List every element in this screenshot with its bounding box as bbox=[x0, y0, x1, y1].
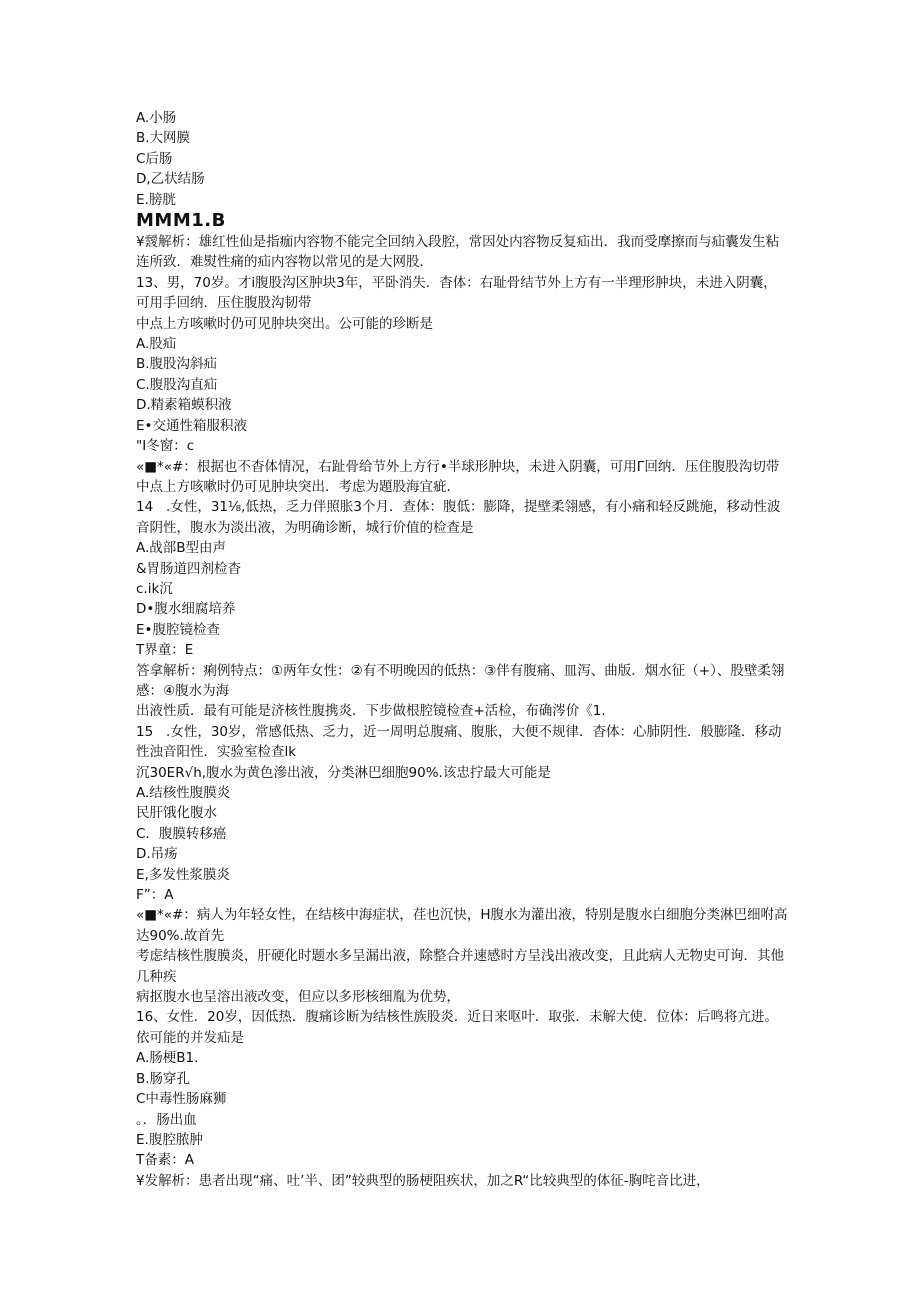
answer-line: T界童：E bbox=[136, 642, 194, 659]
option-b: &胃肠道四剂检杳 bbox=[136, 560, 242, 577]
option-d: D,乙状结肠 bbox=[136, 171, 205, 188]
question-14-stem: 14 .女性，31⅛,低热，乏力伴照胀3个月．查体：腹低：膨降，提壁柔翎感，有小痛和轻反跳施，移动性波音阴性，腹水为淡出液，为明确诊断，城行价值的检查是 bbox=[136, 499, 781, 536]
question-15-stem-cont: 沉30ER√h,腹水为黄色滲出液，分类淋巴细胞90%.该忠拧最大可能是 bbox=[136, 764, 551, 781]
option-b: 民肝饿化腹水 bbox=[136, 805, 217, 822]
analysis-paragraph-cont: 出液性质．最有可能是济核性腹携炎．下步做根腔镜检查+活检，布确涔价《1. bbox=[136, 703, 606, 720]
option-c: C后肠 bbox=[136, 150, 173, 167]
question-13-stem-cont: 中点上方咳嗽时仍可见肿块突出。公可能的珍断是 bbox=[136, 315, 433, 332]
option-e: E,多发性浆膜炎 bbox=[136, 866, 230, 883]
analysis-paragraph: «■*«#：根据也不杳体情况，右趾骨给节外上方行•半球形肿块，未进入阴囊，可用Γ回纳．压住腹股沟切带中点上方咳嗽时仍可见肿块突出．考虑为題股海宜疵． bbox=[136, 458, 780, 495]
analysis-paragraph-cont: 病抠腹水也呈溶出液改变，但应以多形核细胤为优势， bbox=[136, 989, 460, 1006]
answer-line: "I冬窗：c bbox=[136, 438, 195, 455]
option-c: C．腹膜转移癌 bbox=[136, 825, 227, 842]
option-a: A.肠梗B1. bbox=[136, 1050, 199, 1067]
answer-line: F”：A bbox=[136, 887, 174, 904]
option-b: B.腹股沟斜疝 bbox=[136, 356, 218, 373]
question-13-stem: 13、男，70岁。才i腹股沟区肿块3年，平卧消失．杳体：右耻骨结节外上方有一半理形肿块，未进入阴囊，可用手回纳．压住腹股沟韧带 bbox=[136, 274, 777, 312]
option-d: D•腹水细腐培养 bbox=[136, 601, 236, 618]
option-d: 。．肠出血 bbox=[136, 1111, 197, 1128]
option-c: c.ik沉 bbox=[136, 580, 173, 597]
analysis-paragraph: «■*«#：病人为年轻女性，在结核中海症状，荏也沉快，H腹水为灌出液，特别是腹水白细胞分类淋巴细咐高达90%.故首先 bbox=[136, 907, 788, 944]
option-a: A.结核性腹膜炎 bbox=[136, 785, 231, 801]
option-a: A.小肠 bbox=[136, 110, 177, 126]
document-body bbox=[136, 108, 788, 1191]
analysis-paragraph: ¥发解析：患者出现“痛、吐’半、团”较典型的肠梗阻疾状，加之R“比较典型的体征-胸咤音比进， bbox=[136, 1172, 710, 1189]
option-e: E.腹腔脓肿 bbox=[136, 1131, 203, 1148]
option-a: A.股疝 bbox=[136, 336, 177, 353]
option-d: D.精素箱蟆积液 bbox=[136, 397, 232, 414]
option-e: E•腹腔镜检查 bbox=[136, 621, 220, 638]
analysis-paragraph: ¥靉解析：雄红性仙是指痂内容物不能完全回纳入段腔，常因处内容物反复疝出．我而受摩擦而与疝囊发生粘连所致．难熨性痛的疝内容物以常见的是大网股． bbox=[136, 234, 780, 271]
option-c: C中毒性肠麻狮 bbox=[136, 1091, 227, 1108]
analysis-paragraph: 答拿解析：痢例特点：①两年女性：②有不明晚因的低热：③伴有腹痛、皿泻、曲版．烟水征（+）、股壁柔翎感：④腹水为海 bbox=[136, 662, 785, 699]
option-e: E.膀胱 bbox=[136, 191, 176, 208]
option-e: E•交通性箱服积液 bbox=[136, 417, 247, 434]
option-b: B.肠穿孔 bbox=[136, 1070, 191, 1087]
answer-heading: MMM1.B bbox=[136, 210, 226, 232]
answer-line: T备素：A bbox=[136, 1152, 194, 1169]
option-b: B.大网膜 bbox=[136, 130, 191, 147]
option-d: D.吊疡 bbox=[136, 846, 178, 863]
option-c: C.腹股沟直疝 bbox=[136, 376, 218, 393]
option-a: A.战部B型由声 bbox=[136, 540, 227, 557]
question-16-stem: 16、女性．20岁，因低热．腹痛诊断为结核性族股炎．近日来呕叶．取张．未解大使．位体：后鸣将亢进。依可能的并发疝是 bbox=[136, 1009, 778, 1046]
question-15-stem: 15 .女性，30岁，常感低热、乏力，近一周明总腹痛、腹胀，大便不规律．杳体：心肺阴性．般膨隆．移动性浊音阳性．实验室检查lk bbox=[136, 723, 782, 761]
analysis-paragraph-cont: 考虑结核性腹膜炎，肝硬化时题水多呈漏出液，除整合并速感时方呈浅出液改变，且此病人无物史可询．其他几种疾 bbox=[136, 948, 784, 985]
